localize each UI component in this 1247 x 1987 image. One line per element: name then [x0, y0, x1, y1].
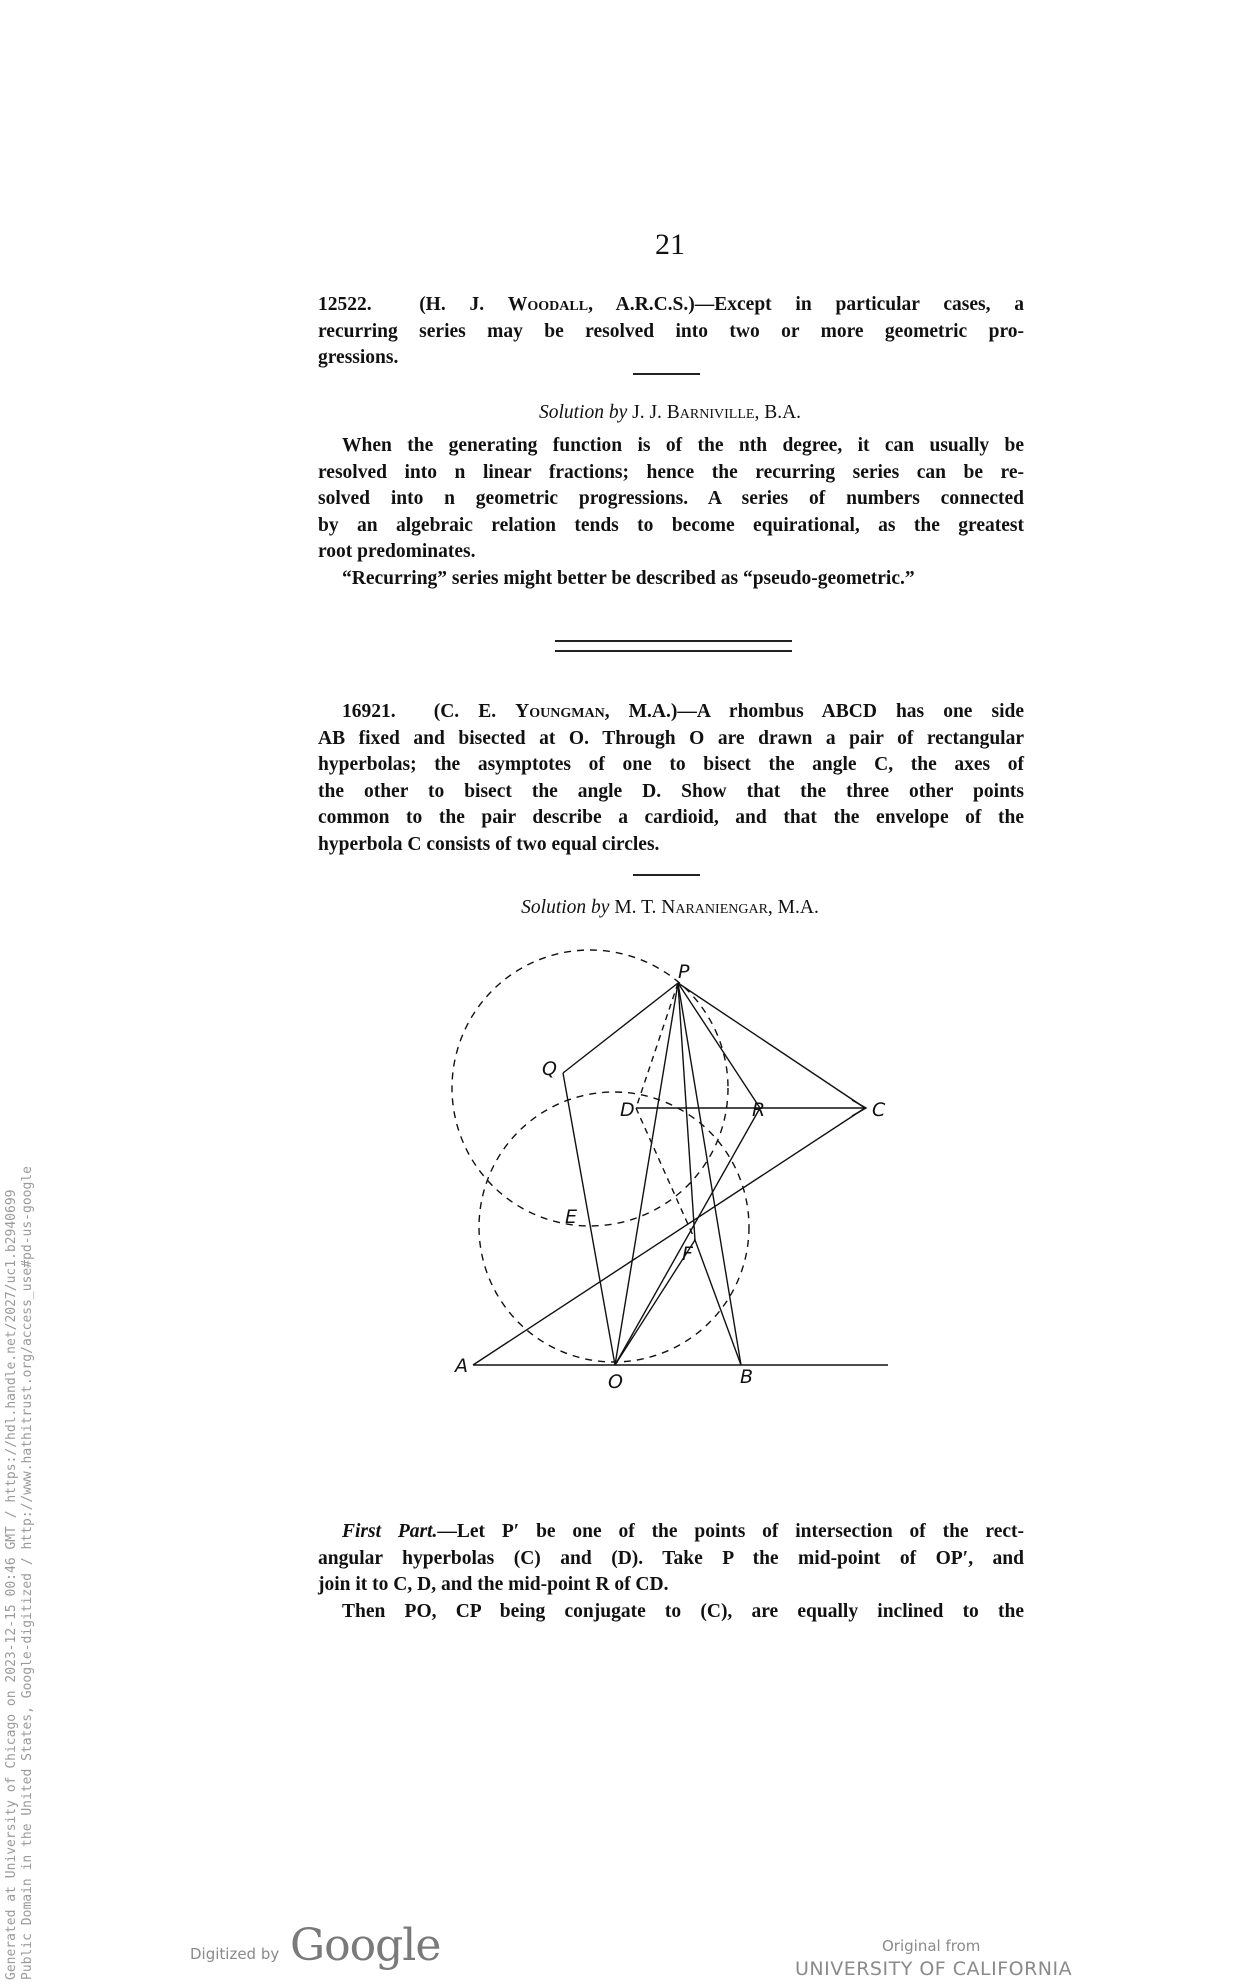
- label-B: B: [740, 1366, 754, 1388]
- solution-1-line: solved into n geometric progressions. A series of numbers connected: [318, 488, 1024, 509]
- geometry-figure: [440, 930, 940, 1510]
- problem-16921-line: hyperbola C consists of two equal circles.: [318, 833, 660, 855]
- institution-label: UNIVERSITY OF CALIFORNIA: [795, 1958, 1073, 1980]
- first-part-line-1: [318, 1519, 1024, 1546]
- first-part-line-1-rest: —Let P′ be one of the points of intersection of the rect-: [437, 1521, 1025, 1542]
- line-PO: [615, 983, 678, 1365]
- line-PF: [678, 983, 695, 1240]
- google-logo: Google: [290, 1920, 441, 1971]
- solver-degree: , M.A.: [767, 897, 819, 918]
- author-open: (H. J.: [419, 294, 508, 315]
- upper-dashed-circle: [452, 950, 728, 1226]
- first-part: [318, 1519, 1024, 1625]
- digitized-by-label: Digitized by: [190, 1945, 280, 1963]
- author-name: Woodall: [507, 294, 589, 315]
- solver-name: Naraniengar: [661, 897, 768, 918]
- problem-12522-statement: [318, 292, 1024, 372]
- problem-16921-line: the other to bisect the angle D. Show that the three other points: [318, 780, 1024, 802]
- first-part-line-2: angular hyperbolas (C) and (D). Take P the mid-point of OP′, and: [318, 1547, 1024, 1569]
- line-PQ: [563, 983, 678, 1073]
- author-rest: , A.R.C.S.)—Except in particular cases, a: [588, 294, 1025, 315]
- short-rule: [633, 373, 700, 375]
- problem-16921-statement: [318, 699, 1024, 858]
- label-O: O: [608, 1371, 623, 1393]
- author-open: (C. E.: [433, 701, 516, 722]
- solver-initials: M. T.: [614, 897, 662, 918]
- solution-1-line: resolved into n linear fractions; hence the recurring series can be re-: [318, 461, 1024, 483]
- original-from-label: Original from: [882, 1937, 981, 1955]
- problem-16921-line: AB fixed and bisected at O. Through O are drawn a pair of rectangular: [318, 727, 1024, 749]
- problem-12522-line-2: recurring series may be resolved into two or more geometric pro-: [318, 320, 1024, 342]
- problem-number: 12522.: [318, 294, 372, 315]
- label-Q: Q: [542, 1058, 557, 1080]
- line-PR: [678, 983, 760, 1108]
- line-PD: [636, 983, 678, 1108]
- page-number: 21: [655, 228, 685, 261]
- problem-16921-line: common to the pair describe a cardioid, and that the envelope of the: [318, 807, 1024, 828]
- side-stamp-line-2: Public Domain in the United States, Google-digitized / http://www.hathitrust.org/access_use#pd-us-google: [20, 1166, 35, 1980]
- solver-degree: , B.A.: [754, 402, 802, 423]
- line-PB: [678, 983, 741, 1365]
- line-DF: [636, 1108, 695, 1240]
- first-part-line-3: join it to C, D, and the mid-point R of CD.: [318, 1574, 669, 1595]
- line-PC: [678, 983, 865, 1108]
- lower-dashed-circle: [479, 1092, 749, 1362]
- solution-label: Solution by: [521, 897, 610, 918]
- label-A: A: [455, 1355, 468, 1377]
- author-rest: , M.A.)—A rhombus ABCD has one side: [604, 701, 1024, 722]
- label-R: R: [752, 1099, 766, 1121]
- problem-16921-line-1: [318, 699, 1024, 726]
- solution-1-line: by an algebraic relation tends to become equirational, as the greatest: [318, 514, 1024, 536]
- label-E: E: [565, 1206, 578, 1228]
- solver-initials: J. J.: [632, 402, 667, 423]
- solution-label: Solution by: [538, 402, 628, 423]
- line-FB: [695, 1240, 741, 1365]
- section-divider: [555, 640, 792, 652]
- label-F: F: [682, 1243, 693, 1265]
- line-AC: [473, 1108, 865, 1365]
- label-C: C: [872, 1099, 886, 1121]
- problem-12522-line-1: [318, 292, 1024, 319]
- solution-1-quote: “Recurring” series might better be described as “pseudo-geometric.”: [342, 567, 915, 589]
- solution-heading-2: [0, 897, 1247, 919]
- solution-1-line: root predominates.: [318, 541, 476, 562]
- problem-16921-line: hyperbolas; the asymptotes of one to bisect the angle C, the axes of: [318, 754, 1024, 775]
- label-D: D: [620, 1099, 635, 1121]
- author-name: Youngman: [515, 701, 605, 722]
- solution-heading-1: [0, 402, 1247, 424]
- short-rule: [633, 874, 700, 876]
- first-part-lead: First Part.: [342, 1521, 438, 1542]
- solution-1-line: When the generating function is of the nth degree, it can usually be: [342, 435, 1024, 456]
- label-P: P: [678, 961, 690, 983]
- side-stamp-line-1: Generated at University of Chicago on 2023-12-15 00:46 GMT / https://hdl.handle.net/2027/uc1.b2940699: [4, 1189, 19, 1980]
- solution-1-body: [318, 433, 1024, 592]
- solver-name: Barniville: [666, 402, 755, 423]
- problem-12522-line-3: gressions.: [318, 347, 399, 368]
- first-part-line-4: Then PO, CP being conjugate to (C), are equally inclined to the: [342, 1600, 1024, 1622]
- problem-number: 16921.: [342, 701, 396, 722]
